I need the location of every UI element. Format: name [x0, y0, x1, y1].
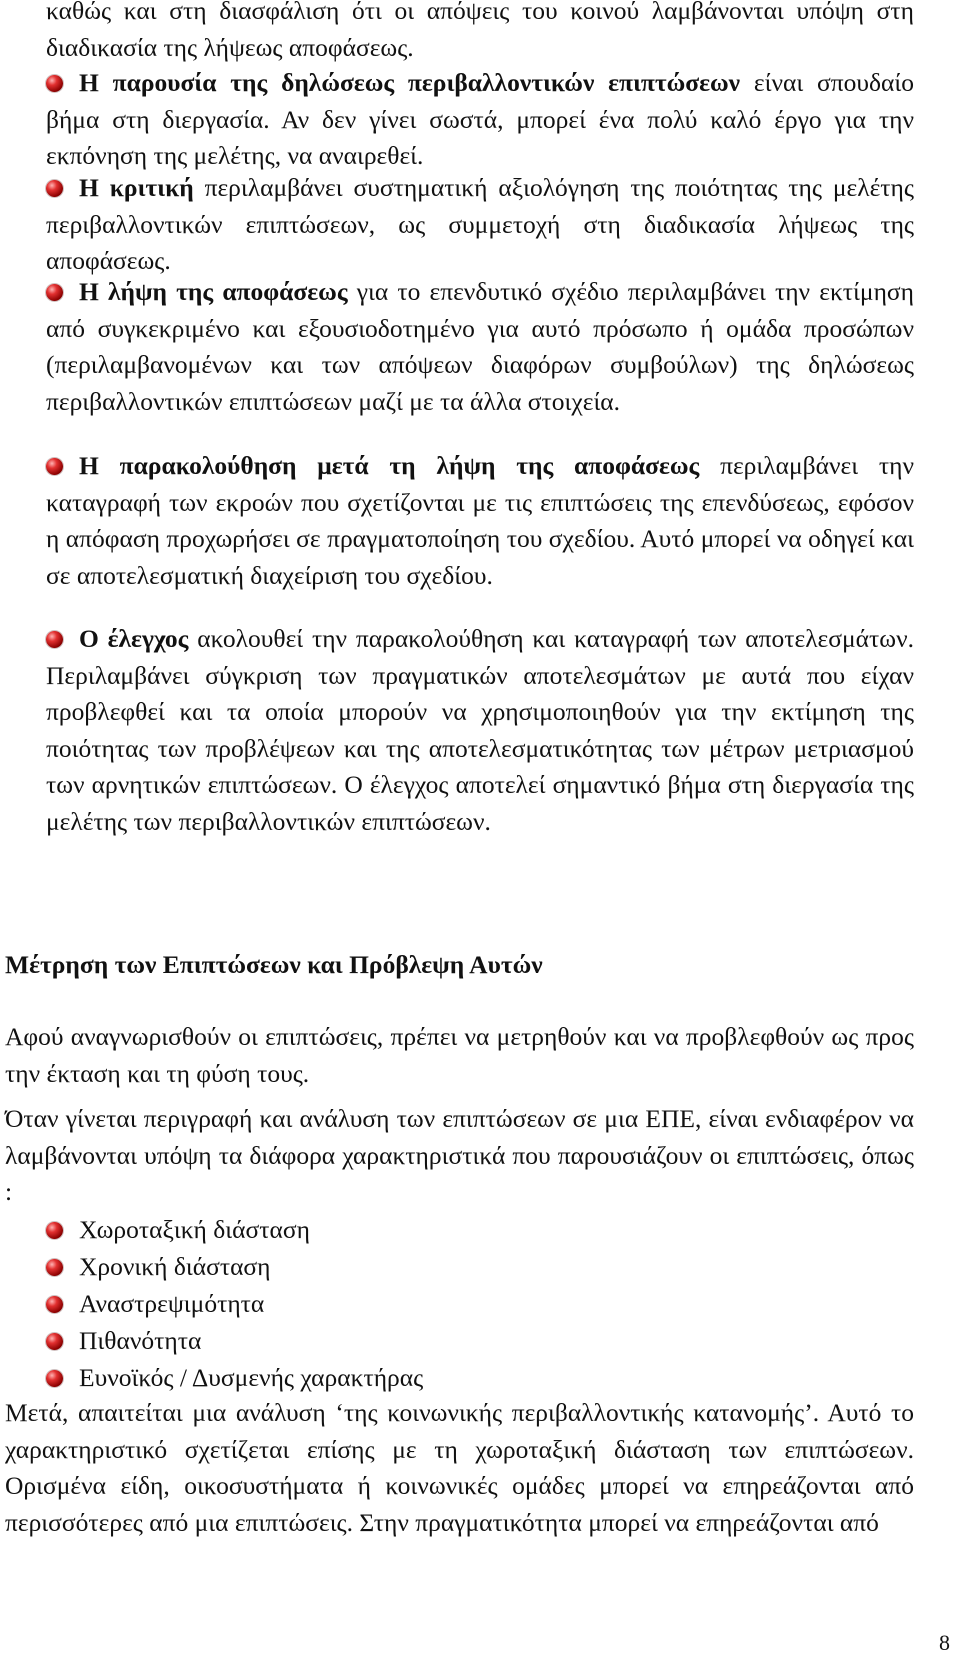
bullet-bold-lead: Η λήψη της αποφάσεως	[79, 277, 348, 306]
paragraph-text: Όταν γίνεται περιγραφή και ανάλυση των επιπτώσεων σε μια ΕΠΕ, είναι ενδιαφέρον να λαμβάνονται υπόψη τα διάφορα χαρακτηριστικά που παρουσιάζουν οι επιπτώσεις, όπως :	[5, 1104, 914, 1206]
paragraph-text: Αφού αναγνωρισθούν οι επιπτώσεις, πρέπει να μετρηθούν και να προβλεφθούν ως προς την έκταση και τη φύση τους.	[5, 1022, 914, 1088]
red-ball-bullet-icon	[46, 284, 63, 301]
red-ball-bullet-icon	[46, 1333, 63, 1350]
red-ball-bullet-icon	[46, 1370, 63, 1387]
bullet-text: ακολουθεί την παρακολούθηση και καταγραφή των αποτελεσμάτων. Περιλαμβάνει σύγκριση των πραγματικών αποτελεσμάτων με αυτά που είχαν προβλεφθεί και τα οποία μπορούν να χρησιμοποιηθούν για την εκτίμηση της ποιότητας των προβλέψεων και της αποτελεσματικότητας των μέτρων μετριασμού των αρνητικών επιπτώσεων. Ο έλεγχος αποτελεί σημαντικό βήμα στη διεργασία της μελέτης των περιβαλλοντικών επιπτώσεων.	[46, 624, 914, 836]
bullet-bold-lead: Η παρουσία της δηλώσεως περιβαλλοντικών επιπτώσεων	[79, 68, 741, 97]
section-heading: Μέτρηση των Επιπτώσεων και Πρόβλεψη Αυτών	[5, 950, 543, 979]
list-item: Χωροταξική διάσταση	[46, 1211, 423, 1248]
list-item: Πιθανότητα	[46, 1322, 423, 1359]
bullet-bold-lead: Ο έλεγχος	[79, 624, 189, 653]
section-paragraph-3	[5, 1395, 914, 1541]
bullet-paragraph-review	[46, 170, 914, 280]
paragraph-text: Μετά, απαιτείται μια ανάλυση ‘της κοινωνικής περιβαλλοντικής κατανομής’. Αυτό το χαρακτηριστικό σχετίζεται επίσης με τη χωροταξική διάσταση των επιπτώσεων. Ορισμένα είδη, οικοσυστήματα ή κοινωνικές ομάδες μπορεί να επηρεάζονται από περισσότερες από μια επιπτώσεις. Στην πραγματικότητα μπορεί να επηρεάζονται από	[5, 1398, 914, 1537]
bullet-paragraph-presentation	[46, 65, 914, 175]
page-number: 8	[939, 1630, 950, 1655]
list-item: Ευνοϊκός / Δυσμενής χαρακτήρας	[46, 1359, 423, 1396]
bullet-bold-lead: Η κριτική	[79, 173, 194, 202]
bullet-text: για το επενδυτικό σχέδιο περιλαμβάνει την εκτίμηση από συγκεκριμένο και εξουσιοδοτημένο για αυτό πρόσωπο ή ομάδα προσώπων (περιλαμβανομένων και των απόψεων διαφόρων συμβούλων) της δηλώσεως περιβαλλοντικών επιπτώσεων μαζί με τα άλλα στοιχεία.	[46, 277, 914, 416]
paragraph-continuation	[46, 0, 914, 66]
list-item: Αναστρεψιμότητα	[46, 1285, 423, 1322]
bullet-text: είναι σπουδαίο βήμα στη διεργασία. Αν δεν γίνει σωστά, μπορεί ένα πολύ καλό έργο για την εκπόνηση της μελέτης, να αναιρεθεί.	[46, 68, 914, 170]
list-item: Χρονική διάσταση	[46, 1248, 423, 1285]
red-ball-bullet-icon	[46, 1296, 63, 1313]
bullet-bold-lead: Η παρακολούθηση μετά τη λήψη της αποφάσεως	[79, 451, 700, 480]
bullet-paragraph-monitoring	[46, 448, 914, 594]
bullet-paragraph-decision	[46, 274, 914, 420]
bullet-text: περιλαμβάνει την καταγραφή των εκροών που σχετίζονται με τις επιπτώσεις της επενδύσεως, εφόσον η απόφαση προχωρήσει σε πραγματοποίηση του σχεδίου. Αυτό μπορεί να οδηγεί και σε αποτελεσματική διαχείριση του σχεδίου.	[46, 451, 914, 590]
section-paragraph-1	[5, 1019, 914, 1092]
red-ball-bullet-icon	[46, 180, 63, 197]
red-ball-bullet-icon	[46, 1259, 63, 1276]
bullet-text: περιλαμβάνει συστηματική αξιολόγηση της ποιότητας της μελέτης περιβαλλοντικών επιπτώσεων, ως συμμετοχή στη διαδικασία λήψεως της αποφάσεως.	[46, 173, 914, 275]
red-ball-bullet-icon	[46, 458, 63, 475]
section-paragraph-2	[5, 1101, 914, 1211]
characteristics-list	[46, 1211, 423, 1396]
red-ball-bullet-icon	[46, 75, 63, 92]
red-ball-bullet-icon	[46, 1222, 63, 1239]
paragraph-text: καθώς και στη διασφάλιση ότι οι απόψεις του κοινού λαμβάνονται υπόψη στη διαδικασία της λήψεως αποφάσεως.	[46, 0, 914, 62]
red-ball-bullet-icon	[46, 631, 63, 648]
bullet-paragraph-audit	[46, 621, 914, 840]
